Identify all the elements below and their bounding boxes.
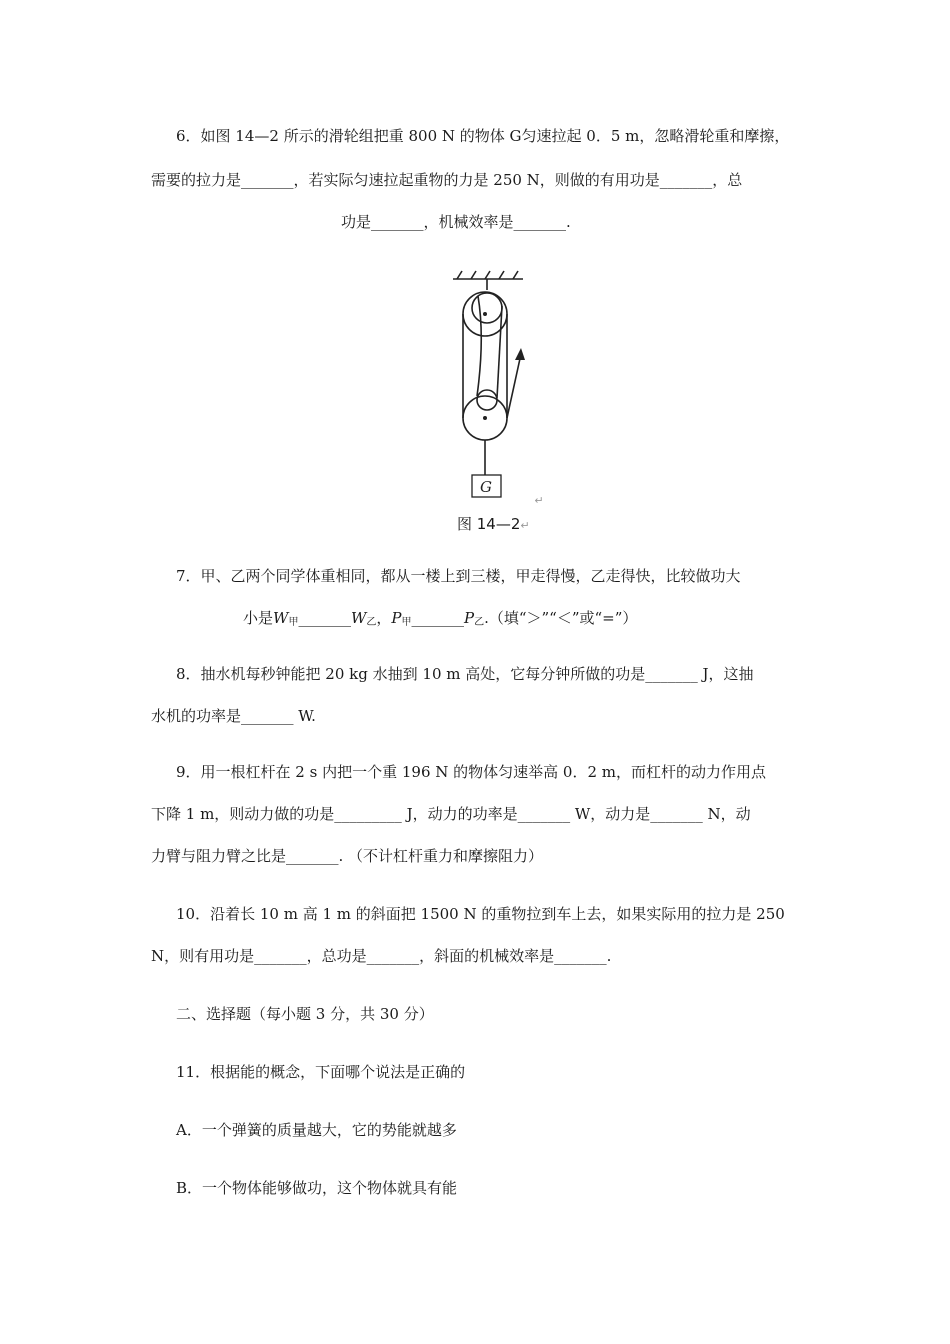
q11-stem: 11．根据能的概念，下面哪个说法是正确的 [176,1063,466,1081]
w-symbol: W [273,609,289,627]
pulley-diagram [445,268,555,538]
q8-line2: 水机的功率是_______ W. [151,707,316,725]
p-symbol: P [391,609,402,627]
ceiling-hatch [485,271,490,279]
q11-option-b: B．一个物体能够做功，这个物体就具有能 [176,1179,458,1197]
ceiling-hatch [513,271,518,279]
top-small-pulley [472,293,502,323]
sub-jia: 甲 [401,617,412,628]
q9-line1: 9．用一根杠杆在 2 s 内把一个重 196 N 的物体匀速举高 0．2 m，而杠杆的动力作用点 [176,763,766,781]
bottom-small-pulley [477,390,497,410]
q7-sep: ， [376,609,392,627]
q9-line3: 力臂与阻力臂之比是_______. （不计杠杆重力和摩擦阻力） [151,847,544,865]
q6-line3: 功是_______，机械效率是_______. [341,213,571,231]
q11-option-a: A．一个弹簧的质量越大，它的势能就越多 [176,1121,457,1139]
figure-caption-text: 图 14—2 [457,515,521,533]
q8-line1: 8．抽水机每秒钟能把 20 kg 水抽到 10 m 高处，它每分钟所做的功是_______ J，这抽 [176,665,754,683]
pull-rope [507,354,521,418]
w-symbol: W [350,609,367,627]
q7-blank-1: _______ [298,609,351,627]
sub-jia: 甲 [288,617,299,628]
figure-caption [457,513,530,534]
q10-line2: N，则有用功是_______，总功是_______，斜面的机械效率是_______. [151,947,612,965]
rope-inner [477,296,481,396]
arrow-head [515,348,525,360]
return-mark: ↵ [534,494,544,507]
q7-line1: 7．甲、乙两个同学体重相同，都从一楼上到三楼，甲走得慢，乙走得快，比较做功大 [176,567,741,585]
axle-dot [483,416,487,420]
rope-inner-2 [497,306,502,398]
q6-line1: 6．如图 14—2 所示的滑轮组把重 800 N 的物体 G匀速拉起 0．5 m，忽略滑轮重和摩擦， [176,127,790,145]
q6-line2: 需要的拉力是_______，若实际匀速拉起重物的力是 250 N，则做的有用功是_______，总 [151,171,743,189]
q7-blank-2: _______ [411,609,464,627]
sub-yi: 乙 [474,617,485,628]
axle-dot [483,312,487,316]
ceiling-hatch [471,271,476,279]
sub-yi: 乙 [366,617,377,628]
q10-line1: 10．沿着长 10 m 高 1 m 的斜面把 1500 N 的重物拉到车上去，如果实际用的拉力是 250 [176,905,785,923]
ceiling-hatch [499,271,504,279]
q7-suffix: .（填“＞”“＜”或“=”） [484,609,638,627]
ceiling-hatch [457,271,462,279]
weight-label: G [480,478,492,496]
p-symbol: P [463,609,475,627]
q7-line2 [243,608,637,633]
section-title: 二、选择题（每小题 3 分，共 30 分） [176,1005,434,1023]
q9-line2: 下降 1 m，则动力做的功是_________ J，动力的功率是_______ W，动力是_______ N，动 [151,805,751,823]
return-mark: ↵ [520,519,530,532]
pulley-figure [445,268,555,542]
q7-prefix: 小是 [243,609,274,627]
